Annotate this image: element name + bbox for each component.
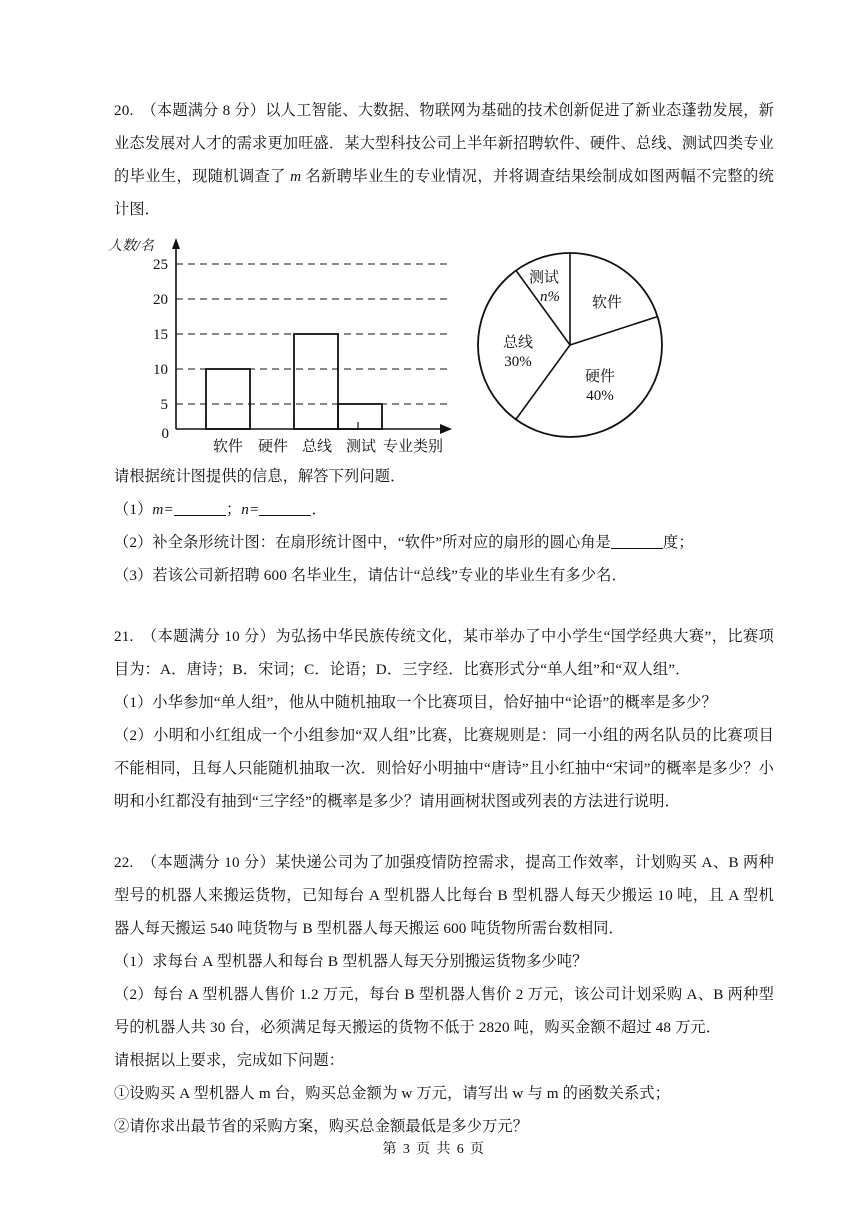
answer-blank-angle[interactable]: [611, 534, 663, 549]
problem-21-sub-1: （1）小华参加“单人组”，他从中随机抽取一个比赛项目，恰好抽中“论语”的概率是多少？: [114, 694, 717, 711]
bar-chart-x-label-zongxian: 总线: [301, 439, 333, 455]
bar-chart-y-tick-20: 20: [153, 292, 168, 308]
pie-chart: [462, 242, 692, 452]
answer-blank-n[interactable]: [259, 501, 311, 516]
bar-chart-y-tick-10: 10: [153, 362, 168, 378]
bar-chart-y-axis-label: 人数/名: [108, 239, 154, 254]
bar-chart: [106, 232, 486, 460]
problem-22-number: 22.: [114, 854, 134, 871]
problem-20-lead-in: 请根据统计图提供的信息，解答下列问题．: [114, 468, 406, 485]
bar-chart-x-label-yingjian: 硬件: [257, 439, 289, 455]
problem-20-stem-part1: （本题满分 8 分）以人工智能、大数据、物联网为基础的技术创新促进了新业态蓬勃发展，新业态发展对人才的需求更加旺盛．某大型科技公司上半年新招聘软件、硬件、总线、测试四类专业的毕业生，现随机调查了: [114, 102, 774, 185]
pie-percent-zongxian: 30%: [504, 354, 532, 370]
sub-2-text: （2）补全条形统计图：在扇形统计图中，“软件”所对应的扇形的圆心角是: [114, 534, 611, 551]
bar-chart-origin-label: 0: [161, 426, 169, 442]
problem-20-sub-2: [114, 526, 774, 559]
pie-chart-svg: [462, 242, 692, 452]
problem-22-item-1: ①设购买 A 型机器人 m 台，购买总金额为 w 万元，请写出 w 与 m 的函数关系式；: [114, 1085, 671, 1102]
problem-20-stem-part2: 名新聘毕业生的专业情况，并将调查结果绘制成如图两幅不完整的统计图．: [114, 168, 774, 218]
pie-divider-72deg: [570, 317, 658, 345]
sub-2-suffix: 度；: [663, 534, 694, 551]
bar-chart-x-label-ceshi: 测试: [345, 439, 377, 455]
problem-22-instruction: 请根据以上要求，完成如下问题：: [114, 1052, 345, 1069]
pie-label-zongxian: 总线: [502, 335, 534, 351]
bar-chart-y-tick-15: 15: [153, 327, 168, 343]
pie-label-ceshi: 测试: [528, 270, 560, 286]
problem-21-stem: [114, 620, 774, 686]
problem-22-stem: [114, 846, 774, 945]
bar-ceshi: [338, 404, 382, 429]
page-footer: 第 3 页 共 6 页: [382, 1142, 486, 1157]
bar-chart-y-axis-arrow-icon: [172, 238, 180, 249]
problem-22-sub-2: （2）每台 A 型机器人售价 1.2 万元，每台 B 型机器人售价 2 万元，该公司计划采购 A、B 两种型号的机器人共 30 台，必须满足每天搬运的货物不低于 2820 吨，购买金额不超过 48 万元．: [114, 986, 774, 1036]
bar-chart-svg: [106, 232, 486, 460]
problem-20-sub-3: （3）若该公司新招聘 600 名毕业生，请估计“总线”专业的毕业生有多少名．: [114, 567, 627, 584]
bar-zongxian: [294, 334, 338, 429]
sub-1-prefix: （1）: [114, 501, 153, 518]
problem-21: [114, 620, 774, 818]
bar-chart-x-label-ruanjian: 软件: [212, 439, 244, 455]
problem-22: [114, 846, 774, 1143]
problem-20-figures: [108, 232, 774, 460]
bar-ruanjian: [206, 369, 250, 429]
spacer-20-21: [114, 592, 774, 620]
pie-label-yingjian: 硬件: [584, 369, 616, 385]
problem-20: [108, 94, 774, 592]
pie-label-ruanjian: 软件: [591, 295, 623, 311]
bar-chart-x-axis-arrow-icon: [440, 424, 452, 434]
page-content: [108, 94, 774, 1143]
spacer-21-22: [114, 818, 774, 846]
sub-1-separator: ；: [225, 501, 242, 518]
sub-1-suffix: ．: [311, 501, 327, 518]
problem-20-stem: [114, 94, 774, 226]
pie-percent-ceshi: n%: [540, 289, 560, 305]
problem-22-stem-text: （本题满分 10 分）某快递公司为了加强疫情防控需求，提高工作效率，计划购买 A、B 两种型号的机器人来搬运货物，已知每台 A 型机器人比每台 B 型机器人每天少搬运 10 吨，且 A 型机器人每天搬运 540 吨货物与 B 型机器人每天搬运 600 吨货物所需台数相同．: [114, 854, 774, 937]
problem-20-number: 20.: [114, 102, 134, 119]
problem-21-number: 21.: [114, 628, 134, 645]
sub-1-n-label: n=: [241, 501, 260, 518]
pie-percent-yingjian: 40%: [586, 388, 614, 404]
sub-1-m-label: m=: [152, 501, 174, 518]
problem-21-stem-text: （本题满分 10 分）为弘扬中华民族传统文化，某市举办了中小学生“国学经典大赛”，比赛项目为：A．唐诗；B．宋词；C．论语；D．三字经．比赛形式分“单人组”和“双人组”．: [114, 628, 774, 678]
bar-chart-y-tick-25: 25: [153, 257, 168, 273]
bar-chart-y-tick-5: 5: [160, 397, 168, 413]
problem-22-item-2: ②请你求出最节省的采购方案，购买总金额最低是多少万元？: [114, 1118, 529, 1135]
problem-20-sub-1: [114, 493, 774, 526]
bar-chart-x-axis-label: 专业类别: [382, 439, 444, 455]
problem-22-sub-1: （1）求每台 A 型机器人和每台 B 型机器人每天分别搬运货物多少吨？: [114, 953, 588, 970]
problem-21-sub-2: （2）小明和小红组成一个小组参加“双人组”比赛，比赛规则是：同一小组的两名队员的比赛项目不能相同，且每人只能随机抽取一次．则恰好小明抽中“唐诗”且小红抽中“宋词”的概率是多少？小明和小红都没有抽到“三字经”的概率是多少？请用画树状图或列表的方法进行说明．: [114, 727, 774, 810]
answer-blank-m[interactable]: [174, 501, 226, 516]
variable-m: m: [290, 168, 302, 185]
